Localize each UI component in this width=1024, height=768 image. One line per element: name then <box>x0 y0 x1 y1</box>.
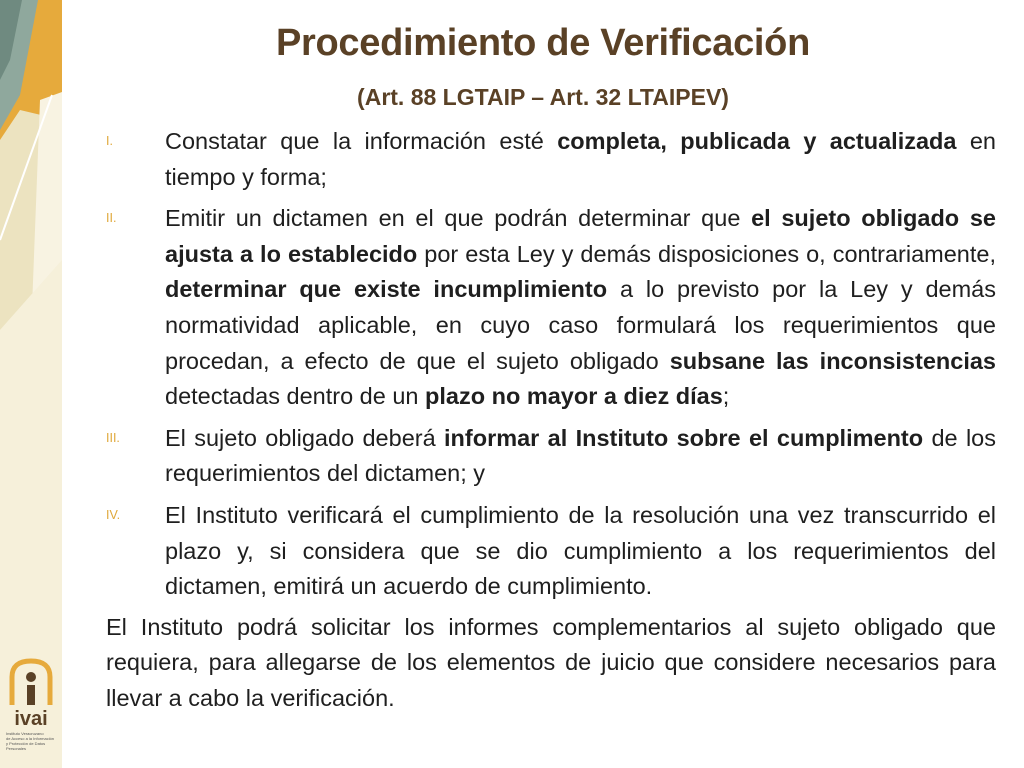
list-numeral: III. <box>106 430 120 445</box>
list-item <box>106 124 996 195</box>
text-run: detectadas dentro de un <box>165 383 426 410</box>
logo-caption <box>6 731 58 751</box>
text-run: por esta Ley y demás disposiciones o, contrariamente, <box>417 240 996 267</box>
list-item-text <box>165 128 996 190</box>
slide-subtitle: (Art. 88 LGTAIP – Art. 32 LTAIPEV) <box>357 84 729 110</box>
logo-caption-line: y Protección de Datos Personales <box>6 741 46 751</box>
logo-wordmark: ivai <box>14 708 48 730</box>
list-item-text <box>165 205 996 409</box>
list-numeral: IV. <box>106 507 121 522</box>
decorative-side-band <box>0 0 62 768</box>
list-item <box>106 498 996 605</box>
bold-text-run: plazo no mayor a diez días <box>425 383 723 410</box>
list-numeral: I. <box>106 134 113 148</box>
text-run: El Instituto verificará el cumplimiento de la resolución una vez transcurrido el plazo y, si considera que se dio cumplimiento a los requerimientos del dictamen, emitirá un acuerdo de cumplimiento. <box>165 501 996 600</box>
text-run: a lo previsto por la Ley y demás normatividad aplicable, en cuyo caso formulará los requerimientos que procedan, a efecto de que el sujeto obligado <box>165 276 997 374</box>
list-item-text <box>165 425 996 487</box>
list-item <box>106 421 996 492</box>
logo-caption-line: de Acceso a la Información <box>6 736 55 741</box>
bold-text-run: subsane las inconsistencias <box>669 347 996 374</box>
text-run: ; <box>722 383 730 410</box>
slide-body <box>106 124 996 717</box>
text-run: en tiempo y forma; <box>165 128 997 190</box>
slide-title: Procedimiento de Verificación <box>275 22 811 64</box>
ivai-logo-mark <box>6 655 56 730</box>
text-run: Emitir un dictamen en el que podrán determinar que <box>165 205 752 232</box>
logo-caption-line: Instituto Veracruzano <box>6 731 44 736</box>
text-run: de los requerimientos del dictamen; y <box>165 424 996 487</box>
bold-text-run: completa, publicada y actualizada <box>557 128 957 154</box>
list-item-text <box>165 502 996 599</box>
ivai-logo <box>6 655 56 750</box>
text-run: El sujeto obligado deberá <box>165 424 444 451</box>
bold-text-run: determinar que existe incumplimiento <box>165 276 608 303</box>
closing-paragraph: El Instituto podrá solicitar los informes complementarios al sujeto obligado que requiera, para allegarse de los elementos de juicio que considere necesarios para llevar a cabo la verificación. <box>106 613 996 711</box>
bold-text-run: informar al Instituto sobre el cumplimento <box>444 424 924 451</box>
list-item <box>106 201 996 415</box>
bold-text-run: el sujeto obligado se ajusta a lo establecido <box>165 205 996 267</box>
text-run: Constatar que la información esté <box>165 128 558 154</box>
list-numeral: II. <box>106 211 117 226</box>
